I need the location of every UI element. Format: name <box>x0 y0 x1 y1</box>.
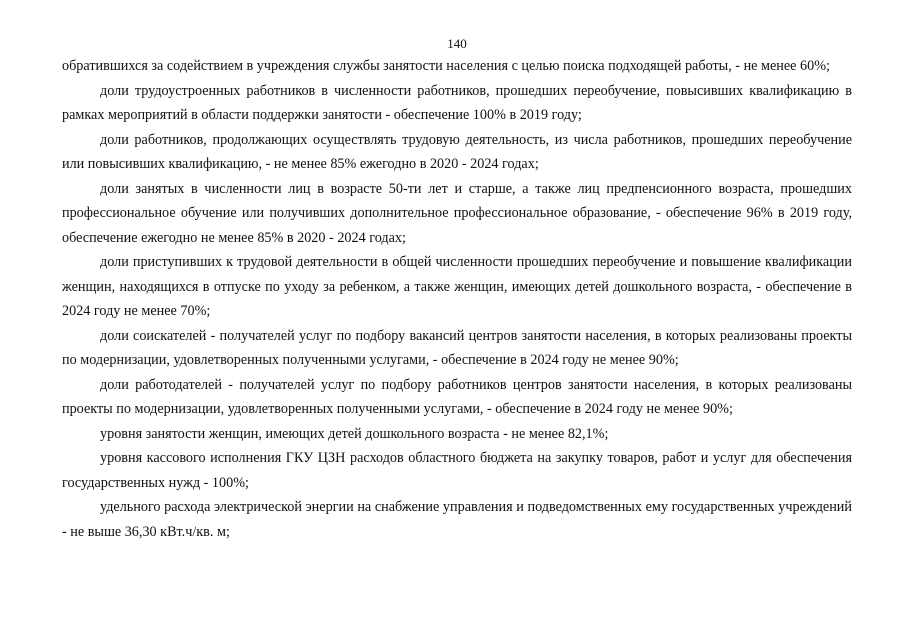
document-page <box>62 36 852 544</box>
paragraph-item: удельного расхода электрической энергии на снабжение управления и подведомственных ему государственных учреждений - не выше 36,30 кВт.ч/кв. м; <box>62 499 852 540</box>
paragraph-item: доли работников, продолжающих осуществлять трудовую деятельность, из числа работников, прошедших переобучение или повысивших квалификацию, - не менее 85% ежегодно в 2020 - 2024 годах; <box>62 131 852 172</box>
paragraph-item: уровня кассового исполнения ГКУ ЦЗН расходов областного бюджета на закупку товаров, работ и услуг для обеспечения государственных нужд - 100%; <box>62 450 852 491</box>
paragraph-item: уровня занятости женщин, имеющих детей дошкольного возраста - не менее 82,1%; <box>100 425 609 442</box>
paragraph-item: доли трудоустроенных работников в численности работников, прошедших переобучение, повысивших квалификацию в рамках мероприятий в области поддержки занятости - обеспечение 100% в 2019 году; <box>62 82 852 123</box>
paragraph-continuation: обратившихся за содействием в учреждения службы занятости населения с целью поиска подходящей работы, - не менее 60%; <box>62 58 830 74</box>
paragraph-item: доли занятых в численности лиц в возрасте 50-ти лет и старше, а также лиц предпенсионного возраста, прошедших профессиональное обучение или получивших дополнительное профессиональное образование, - обеспечение 96% в 2019 году, обеспечение ежегодно не менее 85% в 2020 - 2024 годах; <box>62 180 852 246</box>
paragraph-item: доли соискателей - получателей услуг по подбору вакансий центров занятости населения, в которых реализованы проекты по модернизации, удовлетворенных полученными услугами, - обеспечение в 2024 году не менее 90%; <box>62 327 852 368</box>
paragraph-item: доли приступивших к трудовой деятельности в общей численности прошедших переобучение и повышение квалификации женщин, находящихся в отпуске по уходу за ребенком, а также женщин, имеющих детей дошкольного возраста, - обеспечение в 2024 году не менее 70%; <box>62 254 852 319</box>
paragraph-item: доли работодателей - получателей услуг по подбору работников центров занятости населения, в которых реализованы проекты по модернизации, удовлетворенных полученными услугами, - обеспечение в 2024 году не менее 90%; <box>62 376 852 417</box>
page-number: 140 <box>447 36 467 51</box>
